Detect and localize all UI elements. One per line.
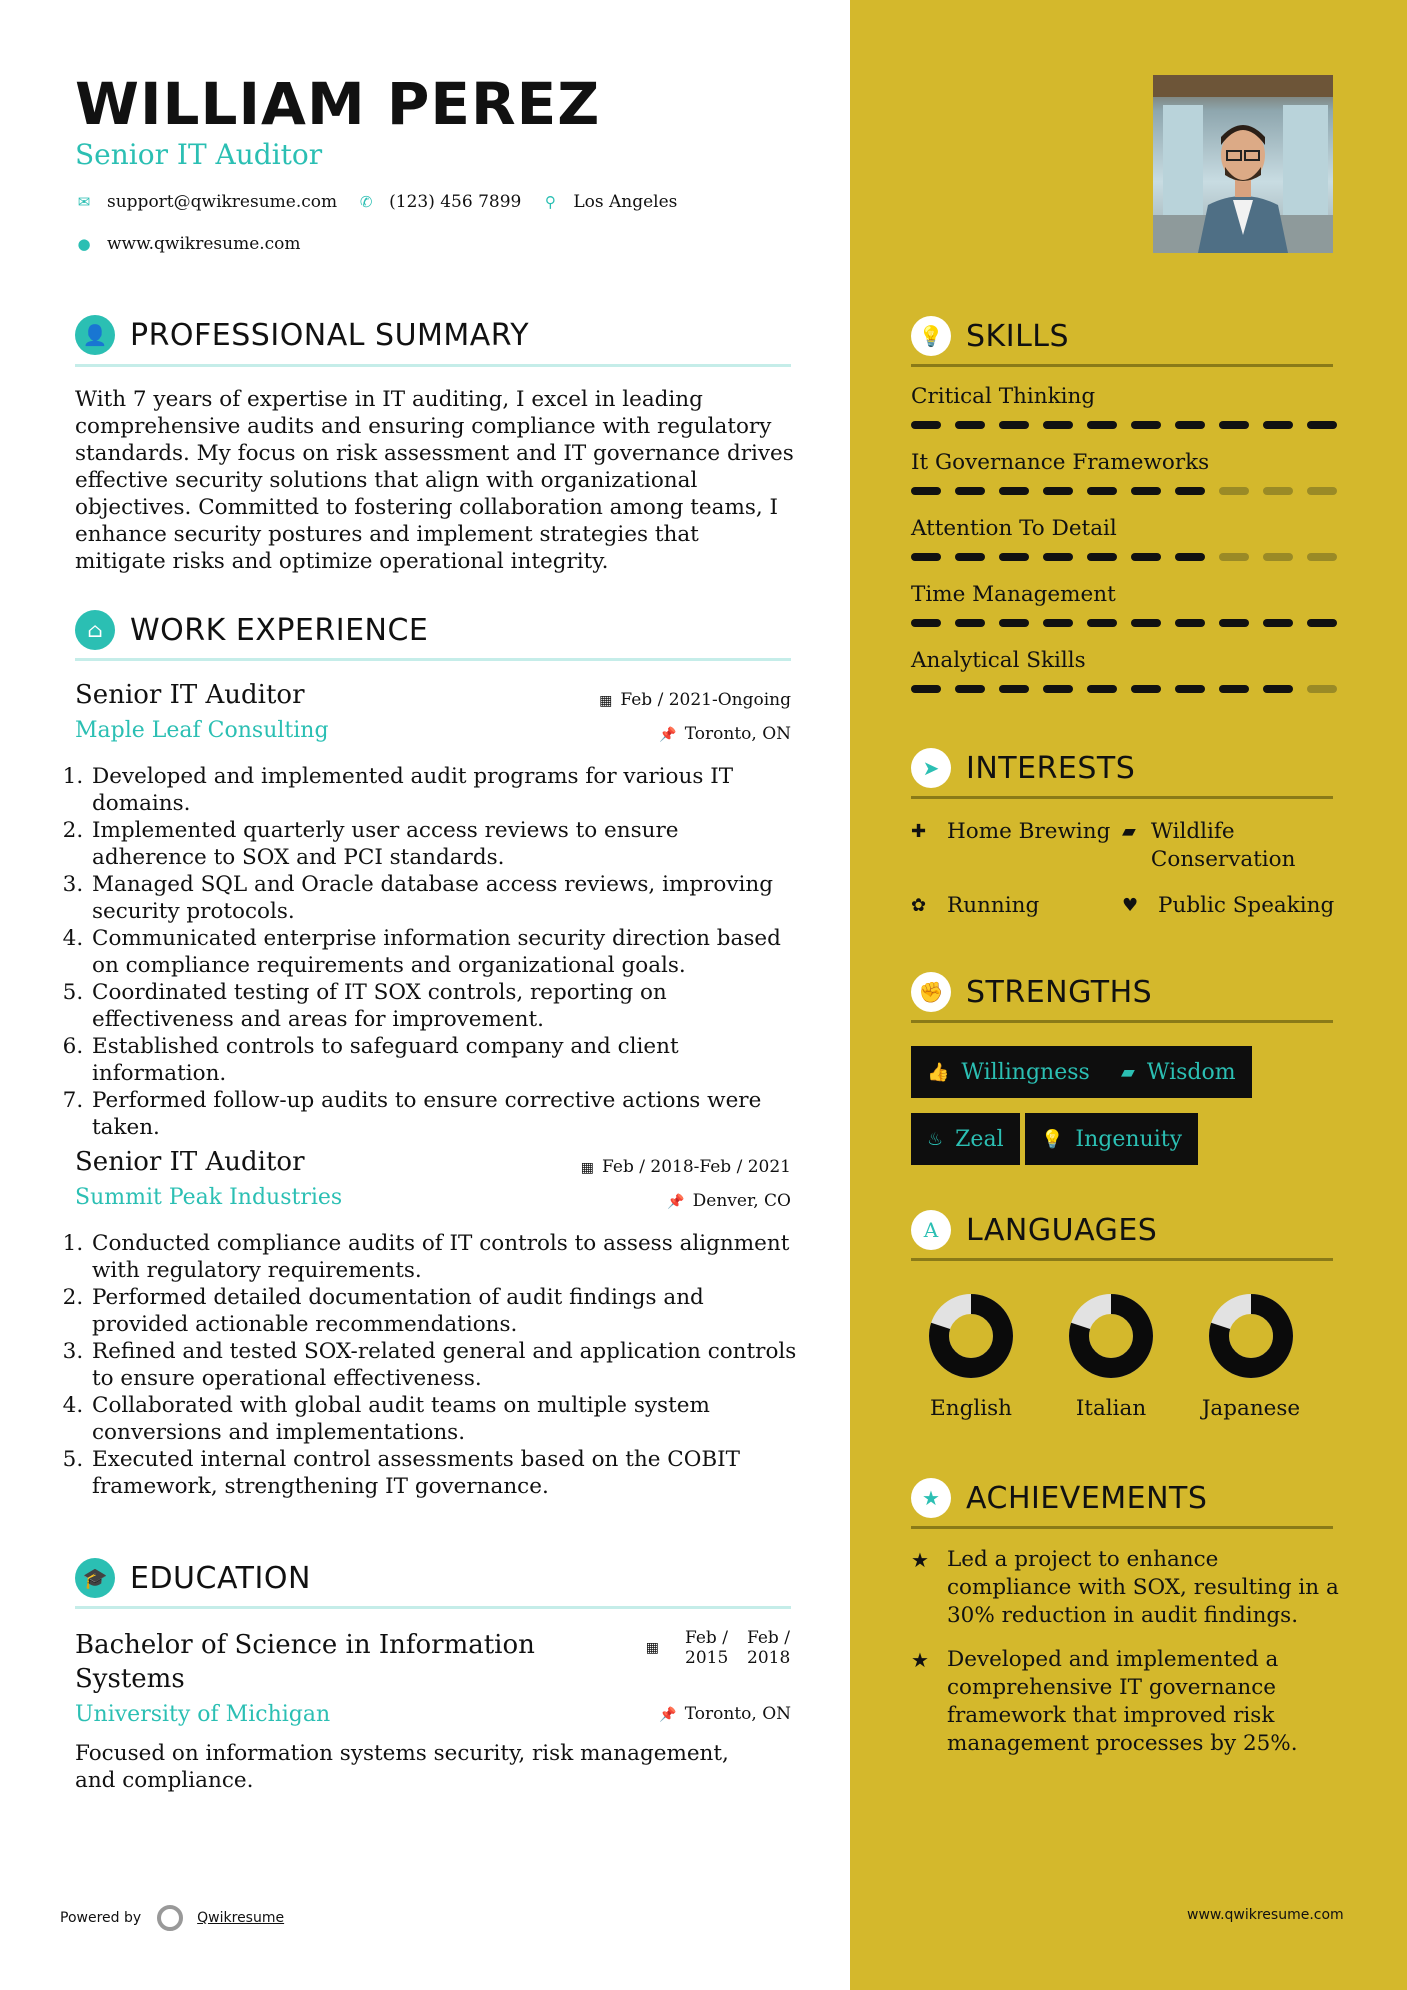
qwikresume-logo-icon: [157, 1905, 183, 1931]
star-icon: ★: [911, 1648, 929, 1672]
list-item: 5. Coordinated testing of IT SOX controls, reporting on effectiveness and areas for improvement.: [90, 979, 797, 1033]
divider: [911, 1526, 1333, 1529]
skill-dash: [1131, 619, 1161, 627]
website-row: [75, 234, 321, 254]
summary-heading: [75, 315, 529, 355]
skill-dash: [1263, 553, 1293, 561]
fist-icon: ✊: [911, 972, 951, 1012]
lightbulb-icon: 💡: [1041, 1128, 1064, 1150]
achievements-title: ACHIEVEMENTS: [966, 1480, 1208, 1516]
skill-dash: [1263, 619, 1293, 627]
skill-dash: [999, 487, 1029, 495]
language-name: Italian: [1075, 1396, 1147, 1421]
divider: [911, 1020, 1333, 1023]
list-item: 1. Developed and implemented audit programs for various IT domains.: [90, 763, 797, 817]
job-location: 📌 Toronto, ON: [659, 724, 791, 744]
skill-dash: [1087, 487, 1117, 495]
skill-dash: [1087, 553, 1117, 561]
skill-dash: [911, 487, 941, 495]
skill-dash: [999, 553, 1029, 561]
divider: [911, 364, 1333, 367]
skill-dash: [911, 619, 941, 627]
skill-dash: [1043, 421, 1073, 429]
star-icon: ★: [911, 1478, 951, 1518]
calendar-icon: ▦: [580, 1160, 595, 1176]
job-title: Senior IT Auditor: [75, 1147, 305, 1177]
job-dates: ▦ Feb / 2021-Ongoing: [599, 690, 791, 710]
map-pin-icon: ⚲: [544, 193, 556, 211]
translate-icon: A: [911, 1210, 951, 1250]
strength-tag: 👍 Willingness: [911, 1046, 1106, 1098]
skill-dash: [1043, 685, 1073, 693]
strength-tag: 💡 Ingenuity: [1025, 1113, 1198, 1165]
education-location: 📌 Toronto, ON: [659, 1704, 791, 1724]
skill-dash: [1263, 685, 1293, 693]
skill-dash: [955, 619, 985, 627]
skill-dash: [1131, 685, 1161, 693]
candidate-title: Senior IT Auditor: [75, 138, 323, 171]
summary-text: With 7 years of expertise in IT auditing, I excel in leading comprehensive audits and ensuring compliance with regulatory standards. My focus on risk assessment and IT governance drives effective security solutions that align with organizational objectives. Committed to fostering collaboration among teams, I enhance security postures and implement strategies that mitigate risks and optimize operational integrity.: [75, 387, 794, 574]
skill-label: Critical Thinking: [911, 384, 1096, 409]
list-item: 4. Communicated enterprise information security direction based on compliance requirements and organizational goals.: [90, 925, 797, 979]
skill-label: It Governance Frameworks: [911, 450, 1210, 475]
education-title: EDUCATION: [130, 1560, 311, 1596]
skill-dash: [955, 553, 985, 561]
skill-dash: [1175, 685, 1205, 693]
email-link[interactable]: support@qwikresume.com: [107, 192, 338, 212]
education-heading: [75, 1558, 311, 1598]
skill-dash: [955, 421, 985, 429]
list-item: 3. Managed SQL and Oracle database access reviews, improving security protocols.: [90, 871, 797, 925]
skill-dash: [1307, 553, 1337, 561]
divider: [911, 1258, 1333, 1261]
thumbs-up-icon: 👍: [927, 1061, 950, 1083]
skill-dash: [1307, 487, 1337, 495]
chair-icon: ⌂: [75, 610, 115, 650]
pin-icon: 📌: [659, 727, 677, 743]
skill-dash: [1043, 619, 1073, 627]
skill-dash: [1131, 421, 1161, 429]
skill-dash: [1087, 619, 1117, 627]
language-item: [1196, 1294, 1306, 1421]
interest-item: ▰ Wildlife Conservation: [1122, 819, 1296, 872]
skill-dash: [1131, 553, 1161, 561]
job-location: 📌 Denver, CO: [667, 1191, 791, 1211]
job-company: Summit Peak Industries: [75, 1185, 343, 1210]
skill-dash: [911, 421, 941, 429]
pin-icon: 📌: [659, 1707, 677, 1723]
flame-icon: ♨: [927, 1128, 944, 1150]
job-title: Senior IT Auditor: [75, 680, 305, 710]
skill-dash: [1307, 421, 1337, 429]
language-level-donut: [1209, 1294, 1293, 1378]
skill-dash: [911, 685, 941, 693]
interest-item: ♥ Public Speaking: [1122, 893, 1335, 918]
strength-tag: ▰ Wisdom: [1105, 1046, 1252, 1098]
skill-dash: [1087, 421, 1117, 429]
skill-dash: [1263, 421, 1293, 429]
skills-heading: [911, 316, 1069, 356]
skill-dash: [1219, 487, 1249, 495]
skill-dash: [1175, 421, 1205, 429]
skill-dash: [1263, 487, 1293, 495]
list-item: 3. Refined and tested SOX-related general and application controls to ensure operational effectiveness.: [90, 1338, 797, 1392]
divider: [911, 796, 1333, 799]
skill-dash: [1219, 619, 1249, 627]
language-item: [1056, 1294, 1166, 1421]
language-item: [916, 1294, 1026, 1421]
job-dates: ▦ Feb / 2018-Feb / 2021: [580, 1157, 791, 1177]
strengths-heading: [911, 972, 1152, 1012]
book-icon: ▰: [1121, 1061, 1135, 1083]
experience-title: WORK EXPERIENCE: [130, 612, 429, 648]
job-duties: [72, 1230, 797, 1500]
profile-photo: [1153, 75, 1333, 253]
skill-dash: [1131, 487, 1161, 495]
skill-dash: [1307, 685, 1337, 693]
location-text: Los Angeles: [573, 192, 678, 212]
skill-label: Attention To Detail: [911, 516, 1117, 541]
skill-dash: [955, 685, 985, 693]
language-name: Japanese: [1201, 1396, 1301, 1421]
skill-dash: [999, 619, 1029, 627]
puzzle-icon: ✚: [911, 821, 927, 842]
website-link[interactable]: www.qwikresume.com: [107, 234, 301, 254]
powered-by: Powered by Qwikresume: [60, 1905, 284, 1931]
book-icon: ▰: [1122, 821, 1136, 842]
skill-dash: [1043, 487, 1073, 495]
list-item: 5. Executed internal control assessments based on the COBIT framework, strengthening IT governance.: [90, 1446, 797, 1500]
heartbeat-icon: ♥: [1122, 895, 1139, 916]
job-company: Maple Leaf Consulting: [75, 718, 329, 743]
list-item: 7. Performed follow-up audits to ensure corrective actions were taken.: [90, 1087, 797, 1141]
degree-title: Bachelor of Science in Information Systems: [75, 1630, 535, 1694]
pin-icon: 📌: [667, 1194, 685, 1210]
lightbulb-icon: 💡: [911, 316, 951, 356]
achievement-item: ★ Developed and implemented a comprehensive IT governance framework that improved risk management processes by 25%.: [911, 1647, 1298, 1756]
skill-dash: [1219, 685, 1249, 693]
skill-label: Analytical Skills: [911, 648, 1086, 673]
strength-tag: ♨ Zeal: [911, 1113, 1020, 1165]
skill-level-bar: [911, 487, 1337, 495]
interest-item: ✿ Running: [911, 893, 1040, 918]
calendar-icon: ▦: [599, 693, 613, 709]
skill-dash: [1219, 553, 1249, 561]
languages-heading: [911, 1210, 1157, 1250]
candidate-name: WILLIAM PEREZ: [75, 70, 601, 138]
graduate-icon: 🎓: [75, 1558, 115, 1598]
languages-title: LANGUAGES: [966, 1212, 1158, 1248]
education-dates: ▦ Feb / 2015 Feb / 2018: [645, 1628, 791, 1668]
brand-link[interactable]: Qwikresume: [197, 1910, 285, 1926]
calendar-icon: ▦: [645, 1640, 659, 1656]
skill-dash: [1307, 619, 1337, 627]
achievement-item: ★ Led a project to enhance compliance with SOX, resulting in a 30% reduction in audit findings.: [911, 1547, 1339, 1628]
phone-text: (123) 456 7899: [389, 192, 522, 212]
divider: [75, 364, 791, 367]
school-name: University of Michigan: [75, 1702, 331, 1727]
interest-item: ✚ Home Brewing: [911, 819, 1111, 844]
footer-site[interactable]: www.qwikresume.com: [1187, 1907, 1344, 1923]
skill-dash: [1175, 487, 1205, 495]
list-item: 1. Conducted compliance audits of IT controls to assess alignment with regulatory requirements.: [90, 1230, 797, 1284]
list-item: 2. Implemented quarterly user access reviews to ensure adherence to SOX and PCI standards.: [90, 817, 797, 871]
skill-dash: [1087, 685, 1117, 693]
skill-dash: [999, 685, 1029, 693]
skill-dash: [1175, 553, 1205, 561]
skill-level-bar: [911, 421, 1337, 429]
skill-dash: [1043, 553, 1073, 561]
skill-dash: [999, 421, 1029, 429]
skill-label: Time Management: [911, 582, 1116, 607]
skills-title: SKILLS: [966, 318, 1070, 354]
user-icon: 👤: [75, 315, 115, 355]
skill-dash: [1175, 619, 1205, 627]
globe-icon: ●: [77, 235, 91, 253]
summary-title: PROFESSIONAL SUMMARY: [130, 317, 530, 353]
strengths-title: STRENGTHS: [966, 974, 1153, 1010]
interests-heading: [911, 748, 1135, 788]
language-level-donut: [929, 1294, 1013, 1378]
skill-dash: [1219, 421, 1249, 429]
skill-level-bar: [911, 619, 1337, 627]
paper-plane-icon: ➤: [911, 748, 951, 788]
list-item: 4. Collaborated with global audit teams on multiple system conversions and implementations.: [90, 1392, 797, 1446]
interests-title: INTERESTS: [966, 750, 1136, 786]
skill-level-bar: [911, 685, 1337, 693]
skill-dash: [955, 487, 985, 495]
language-level-donut: [1069, 1294, 1153, 1378]
skill-dash: [911, 553, 941, 561]
divider: [75, 658, 791, 661]
achievements-heading: [911, 1478, 1207, 1518]
list-item: 2. Performed detailed documentation of audit findings and provided actionable recommendations.: [90, 1284, 797, 1338]
divider: [75, 1606, 791, 1609]
star-icon: ★: [911, 1548, 929, 1572]
skill-level-bar: [911, 553, 1337, 561]
envelope-icon: ✉: [77, 193, 91, 211]
paw-icon: ✿: [911, 895, 927, 916]
job-duties: [72, 763, 797, 1141]
phone-icon: ✆: [359, 193, 373, 211]
language-name: English: [930, 1396, 1012, 1421]
contact-row: [75, 192, 697, 212]
experience-heading: [75, 610, 428, 650]
list-item: 6. Established controls to safeguard company and client information.: [90, 1033, 797, 1087]
education-description: Focused on information systems security, risk management, and compliance.: [75, 1741, 729, 1793]
